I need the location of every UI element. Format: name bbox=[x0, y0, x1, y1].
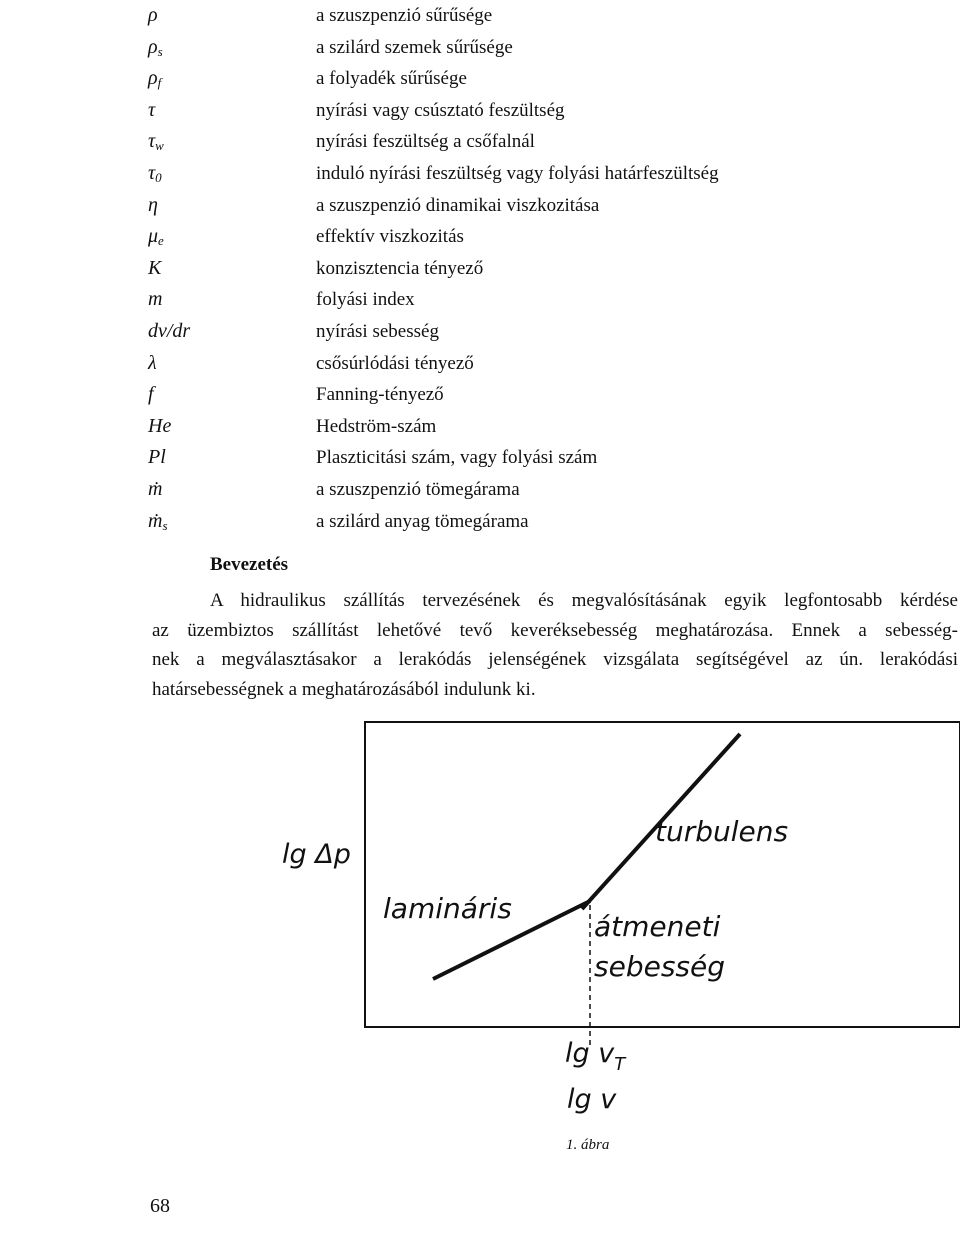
symbol-list bbox=[0, 0, 960, 545]
symbol: ρ bbox=[148, 4, 158, 26]
flow-regime-figure bbox=[0, 700, 960, 1170]
symbol-definition: effektív viszkozitás bbox=[316, 226, 464, 248]
symbol: Pl bbox=[148, 446, 166, 469]
symbol-row bbox=[0, 348, 960, 379]
y-axis-label: lg Δp bbox=[282, 839, 351, 870]
symbol-row bbox=[0, 126, 960, 157]
paragraph-line: határsebességnek a meghatározásából indulunk ki. bbox=[152, 678, 536, 700]
symbol-row bbox=[0, 316, 960, 347]
symbol-row bbox=[0, 284, 960, 315]
symbol-row bbox=[0, 506, 960, 537]
x-axis-label: lg v bbox=[567, 1084, 617, 1115]
symbol-row bbox=[0, 190, 960, 221]
symbol-row bbox=[0, 253, 960, 284]
symbol: K bbox=[148, 256, 162, 279]
symbol: ṁ bbox=[148, 478, 163, 500]
symbol-definition: Plaszticitási szám, vagy folyási szám bbox=[316, 447, 598, 469]
symbol: $\tau_0$ bbox=[148, 162, 162, 185]
symbol: f bbox=[148, 383, 154, 406]
section-title: Bevezetés bbox=[210, 554, 289, 575]
region-label-laminar: lamináris bbox=[383, 892, 512, 925]
symbol-row bbox=[0, 95, 960, 126]
symbol-definition: Hedström-szám bbox=[316, 415, 437, 437]
symbol-definition: Fanning-tényező bbox=[316, 384, 444, 406]
symbol-definition: a szilárd anyag tömegárama bbox=[316, 510, 529, 532]
symbol-row bbox=[0, 221, 960, 252]
figure-caption: 1. ábra bbox=[566, 1137, 610, 1153]
symbol: λ bbox=[148, 351, 157, 374]
paragraph-line: az üzembiztos szállítást lehetővé tevő keveréksebesség meghatározása. Ennek a sebesség- bbox=[152, 619, 958, 641]
symbol: $\rho_f$ bbox=[148, 67, 162, 91]
symbol-definition: konzisztencia tényező bbox=[316, 257, 484, 279]
region-label-turbulent: turbulens bbox=[655, 815, 789, 848]
symbol-definition: a folyadék sűrűsége bbox=[316, 68, 467, 90]
paragraph-line: A hidraulikus szállítás tervezésének és megvalósításának egyik legfontosabb kérdése bbox=[210, 590, 958, 611]
symbol-row bbox=[0, 63, 960, 94]
page-number: 68 bbox=[150, 1195, 170, 1217]
symbol-definition: a szuszpenzió sűrűsége bbox=[316, 5, 493, 26]
symbol-row bbox=[0, 411, 960, 442]
symbol-definition: nyírási sebesség bbox=[316, 321, 439, 342]
symbol-definition: induló nyírási feszültség vagy folyási határfeszültség bbox=[316, 163, 719, 184]
symbol-definition: csősúrlódási tényező bbox=[316, 352, 474, 374]
symbol: η bbox=[148, 193, 158, 216]
symbol-row bbox=[0, 379, 960, 410]
symbol: ṁ$_s$ bbox=[148, 509, 168, 533]
symbol-definition: nyírási feszültség a csőfalnál bbox=[316, 131, 535, 153]
symbol: dv/dr bbox=[148, 320, 191, 342]
symbol: $\mu_e$ bbox=[148, 225, 164, 249]
symbol-definition: a szuszpenzió dinamikai viszkozitása bbox=[316, 194, 600, 216]
symbol-definition: a szuszpenzió tömegárama bbox=[316, 479, 520, 500]
symbol-row bbox=[0, 158, 960, 189]
symbol: He bbox=[148, 414, 172, 437]
symbol-definition: folyási index bbox=[316, 289, 415, 311]
intro-paragraph bbox=[152, 586, 958, 704]
symbol-definition: a szilárd szemek sűrűsége bbox=[316, 36, 513, 58]
symbol-row bbox=[0, 442, 960, 473]
transition-label-line-1: átmeneti bbox=[594, 910, 721, 943]
symbol: τ bbox=[148, 98, 156, 121]
symbol-definition: nyírási vagy csúsztató feszültség bbox=[316, 99, 565, 121]
x-axis-label-transition: $\lg v_T$ bbox=[565, 1038, 626, 1075]
symbol-row bbox=[0, 32, 960, 63]
symbol-row bbox=[0, 474, 960, 505]
symbol-row bbox=[0, 0, 960, 31]
paragraph-line: nek a megválasztásakor a lerakódás jelenségének vizsgálata segítségével az ún. lerakódási bbox=[152, 649, 958, 670]
symbol: $\rho_s$ bbox=[148, 35, 163, 59]
symbol: m bbox=[148, 288, 163, 311]
symbol: $\tau_w$ bbox=[148, 130, 164, 154]
transition-label-line-2: sebesség bbox=[594, 950, 725, 983]
